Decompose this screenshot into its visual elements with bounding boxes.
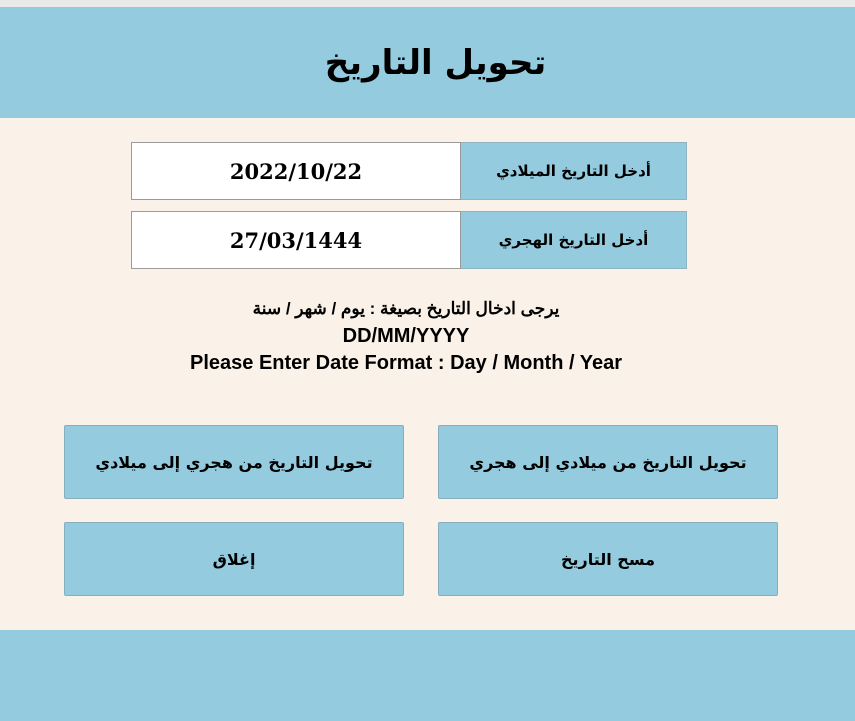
convert-hijri-to-gregorian-button[interactable]: تحويل التاريخ من هجري إلى ميلادي [64, 425, 404, 499]
clear-date-button[interactable]: مسح التاريخ [438, 522, 778, 596]
window-top-strip [0, 0, 855, 7]
gregorian-date-field [131, 142, 687, 200]
hijri-date-field [131, 211, 687, 269]
instructions-arabic: يرجى ادخال التاريخ بصيغة : يوم / شهر / سنة [252, 299, 560, 318]
convert-gregorian-to-hijri-button[interactable]: تحويل التاريخ من ميلادي إلى هجري [438, 425, 778, 499]
footer-bar [0, 630, 855, 721]
header-bar [0, 7, 855, 118]
hijri-date-label: أدخل التاريخ الهجري [461, 211, 687, 269]
gregorian-date-input[interactable] [131, 142, 461, 200]
gregorian-date-label: أدخل التاريخ الميلادي [461, 142, 687, 200]
page-title: تحويل التاريخ [324, 42, 547, 83]
instructions-english: Please Enter Date Format : Day / Month / Year [190, 352, 622, 374]
instructions-format: DD/MM/YYYY [342, 325, 470, 347]
close-button[interactable]: إغلاق [64, 522, 404, 596]
date-format-instructions [0, 296, 812, 376]
hijri-date-input[interactable] [131, 211, 461, 269]
